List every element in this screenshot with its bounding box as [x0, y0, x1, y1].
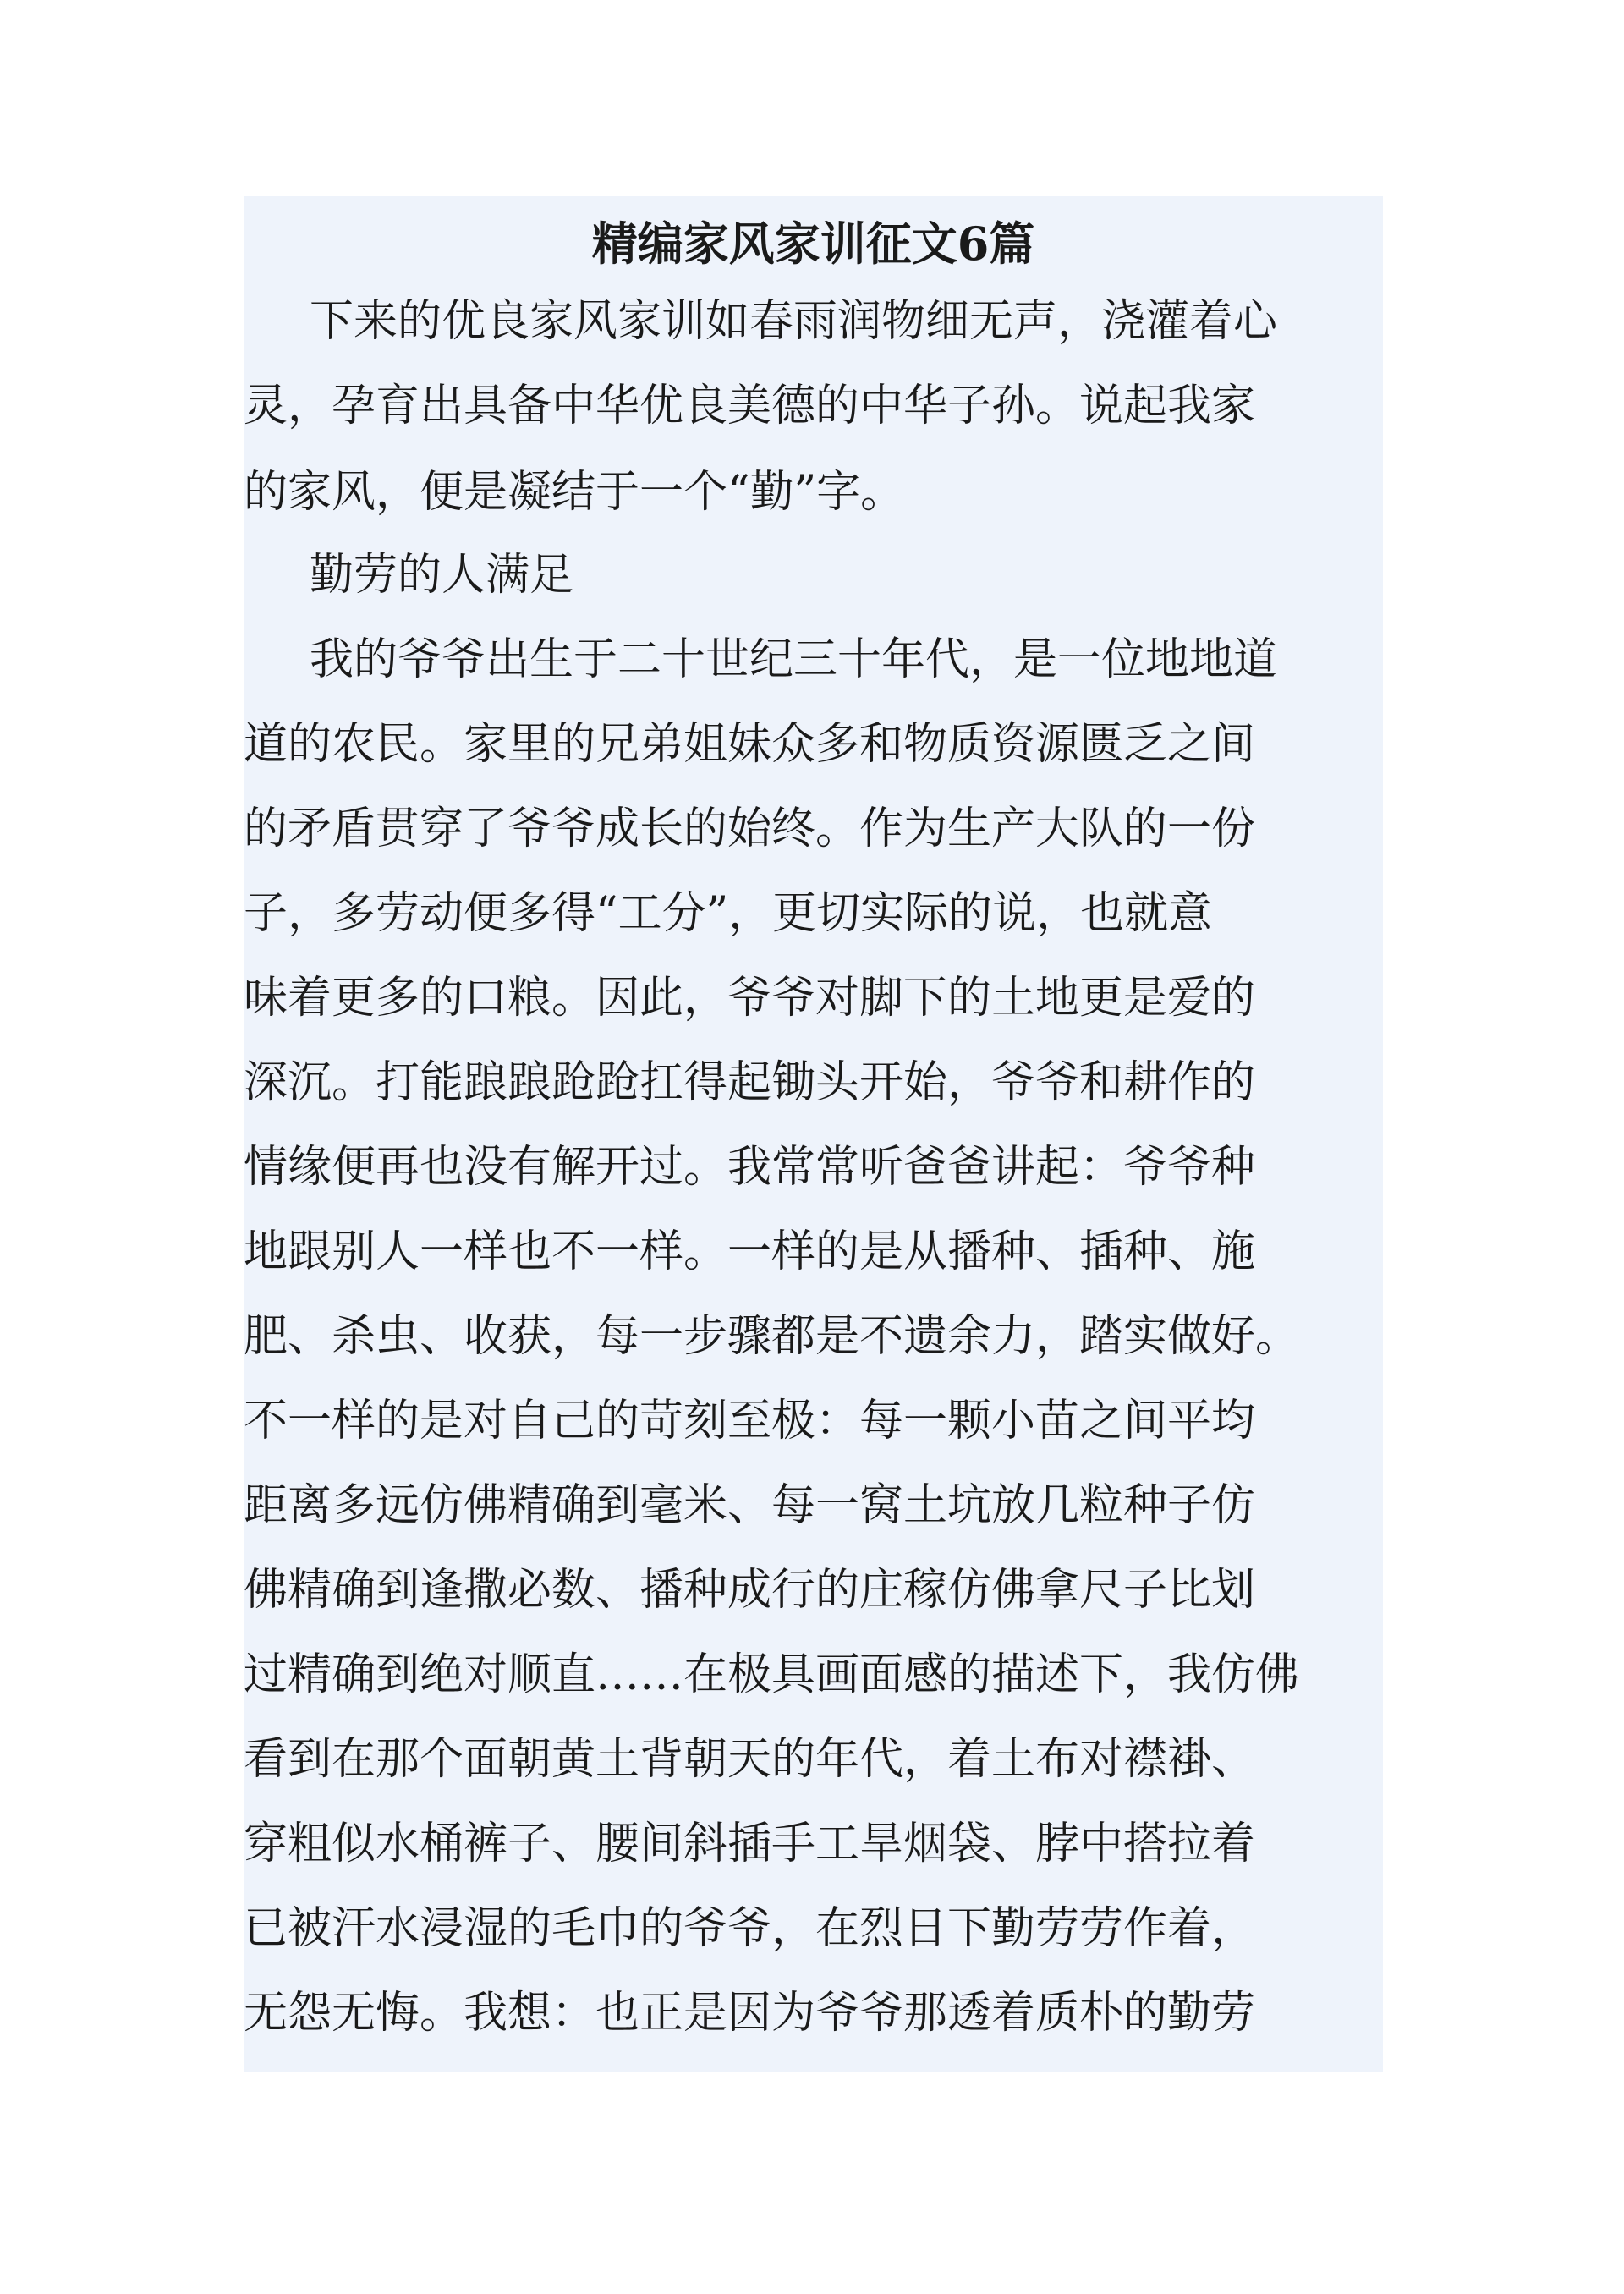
text-line: 的矛盾贯穿了爷爷成长的始终。作为生产大队的一份	[244, 804, 1256, 854]
text-line: 距离多远仿佛精确到毫米、每一窝土坑放几粒种子仿	[244, 1480, 1256, 1531]
text-line: 我的爷爷出生于二十世纪三十年代，是一位地地道	[310, 634, 1278, 685]
text-line: 地跟别人一样也不一样。一样的是从播种、插种、施	[244, 1227, 1256, 1277]
text-line: 下来的优良家风家训如春雨润物细无声，浇灌着心	[310, 296, 1278, 347]
text-line: 肥、杀虫、收获，每一步骤都是不遗余力，踏实做好。	[244, 1311, 1300, 1362]
text-line: 无怨无悔。我想：也正是因为爷爷那透着质朴的勤劳	[244, 1988, 1256, 2039]
text-line: 勤劳的人满足	[310, 550, 574, 601]
text-line: 情缘便再也没有解开过。我常常听爸爸讲起：爷爷种	[244, 1142, 1256, 1193]
text-line: 深沉。打能踉踉跄跄扛得起锄头开始，爷爷和耕作的	[244, 1057, 1256, 1108]
document-title: 精编家风家训征文6篇	[591, 217, 1035, 271]
text-line: 灵，孕育出具备中华优良美德的中华子孙。说起我家	[244, 381, 1256, 431]
text-line: 佛精确到逢撒必数、播种成行的庄稼仿佛拿尺子比划	[244, 1565, 1256, 1616]
text-line: 穿粗似水桶裤子、腰间斜插手工旱烟袋、脖中搭拉着	[244, 1819, 1256, 1869]
text-line: 道的农民。家里的兄弟姐妹众多和物质资源匮乏之间	[244, 719, 1256, 770]
text-line: 味着更多的口粮。因此，爷爷对脚下的土地更是爱的	[244, 973, 1256, 1024]
text-line: 已被汗水浸湿的毛巾的爷爷，在烈日下勤劳劳作着，	[244, 1903, 1256, 1954]
text-line: 过精确到绝对顺直……在极具画面感的描述下，我仿佛	[244, 1649, 1300, 1700]
text-line: 子，多劳动便多得“工分”，更切实际的说，也就意	[244, 888, 1213, 939]
text-line: 的家风，便是凝结于一个“勤”字。	[244, 467, 905, 518]
document-text-block	[244, 196, 1383, 2072]
text-line: 看到在那个面朝黄土背朝天的年代，着土布对襟褂、	[244, 1734, 1256, 1785]
text-line: 不一样的是对自己的苛刻至极：每一颗小苗之间平均	[244, 1396, 1256, 1446]
